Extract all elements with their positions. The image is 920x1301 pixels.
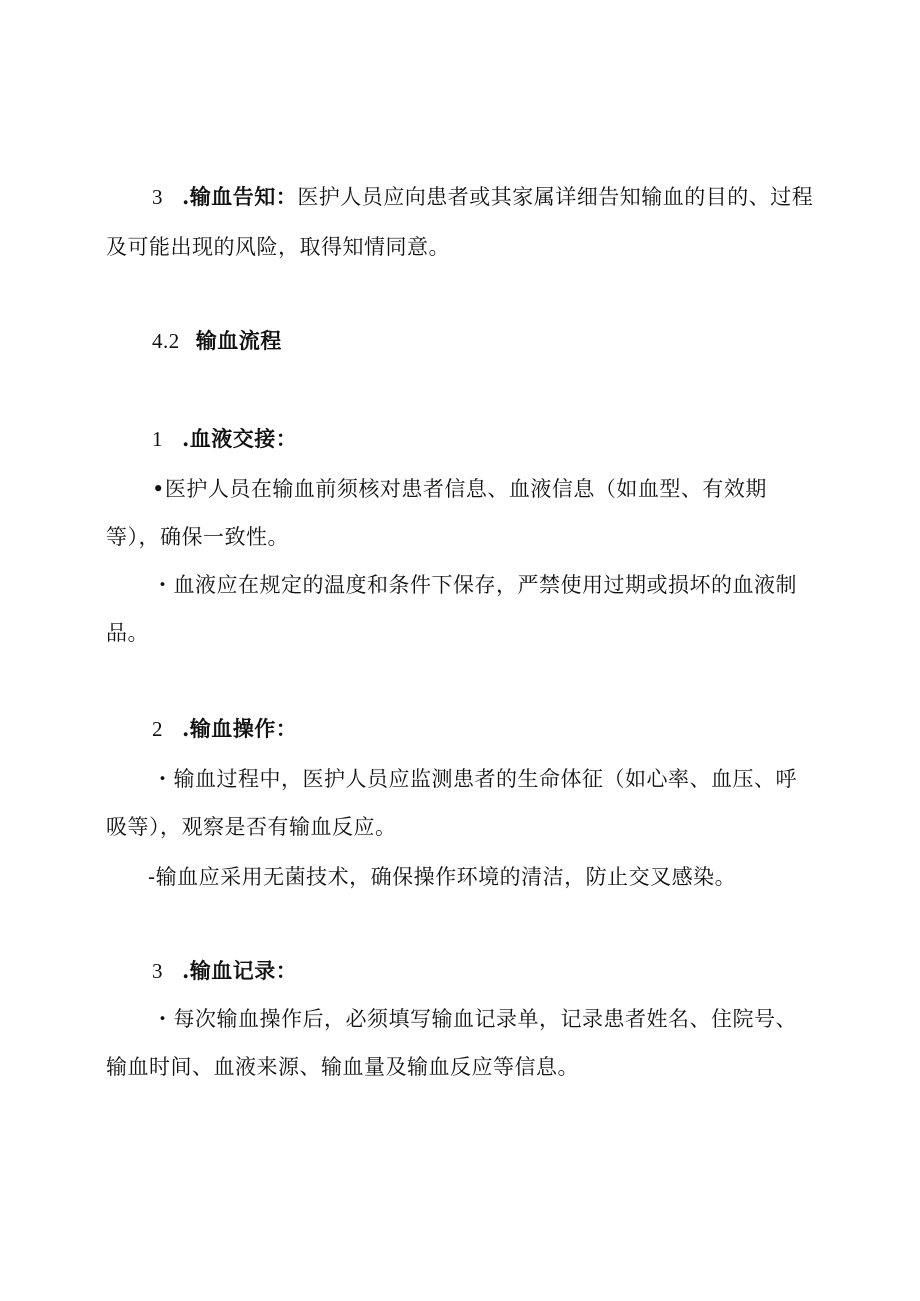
record-bullet1-line1: ・每次输血操作后，必须填写输血记录单，记录患者姓名、住院号、: [152, 1007, 797, 1031]
operation-heading: [152, 714, 297, 744]
operation-bullet2-line1: -输血应采用无菌技术，确保操作环境的清洁，防止交叉感染。: [148, 865, 737, 889]
handover-number: 1: [152, 427, 163, 451]
handover-bullet1-line1: •医护人员在输血前须核对患者信息、血液信息（如血型、有效期: [152, 477, 767, 501]
section-number: 4.2: [152, 329, 180, 353]
handover-heading: [152, 424, 297, 454]
informed-text-line1: 医护人员应向患者或其家属详细告知输血的目的、过程: [297, 185, 814, 209]
section-title: 输血流程: [195, 328, 282, 353]
operation-number: 2: [152, 717, 163, 741]
operation-bullet1-line2: 吸等），观察是否有输血反应。: [106, 815, 397, 839]
handover-bullet2-line2: 品。: [106, 621, 149, 645]
handover-bullet2-line1: ・血液应在规定的温度和条件下保存，严禁使用过期或损坏的血液制: [152, 573, 797, 597]
record-number: 3: [152, 959, 163, 983]
record-heading: [152, 956, 297, 986]
informed-text-line2: 及可能出现的风险，取得知情同意。: [106, 235, 450, 259]
informed-heading-line: [152, 182, 813, 212]
informed-number: 3: [152, 185, 163, 209]
section-heading: [152, 326, 282, 356]
operation-bullet1-line1: ・输血过程中，医护人员应监测患者的生命体征（如心率、血压、呼: [152, 767, 797, 791]
informed-title: .输血告知：: [182, 184, 298, 209]
record-bullet1-line2: 输血时间、血液来源、输血量及输血反应等信息。: [106, 1055, 579, 1079]
operation-title: .输血操作：: [182, 716, 298, 741]
handover-title: .血液交接：: [182, 426, 298, 451]
handover-bullet1-line2: 等），确保一致性。: [106, 525, 289, 549]
record-title: .输血记录：: [182, 958, 298, 983]
